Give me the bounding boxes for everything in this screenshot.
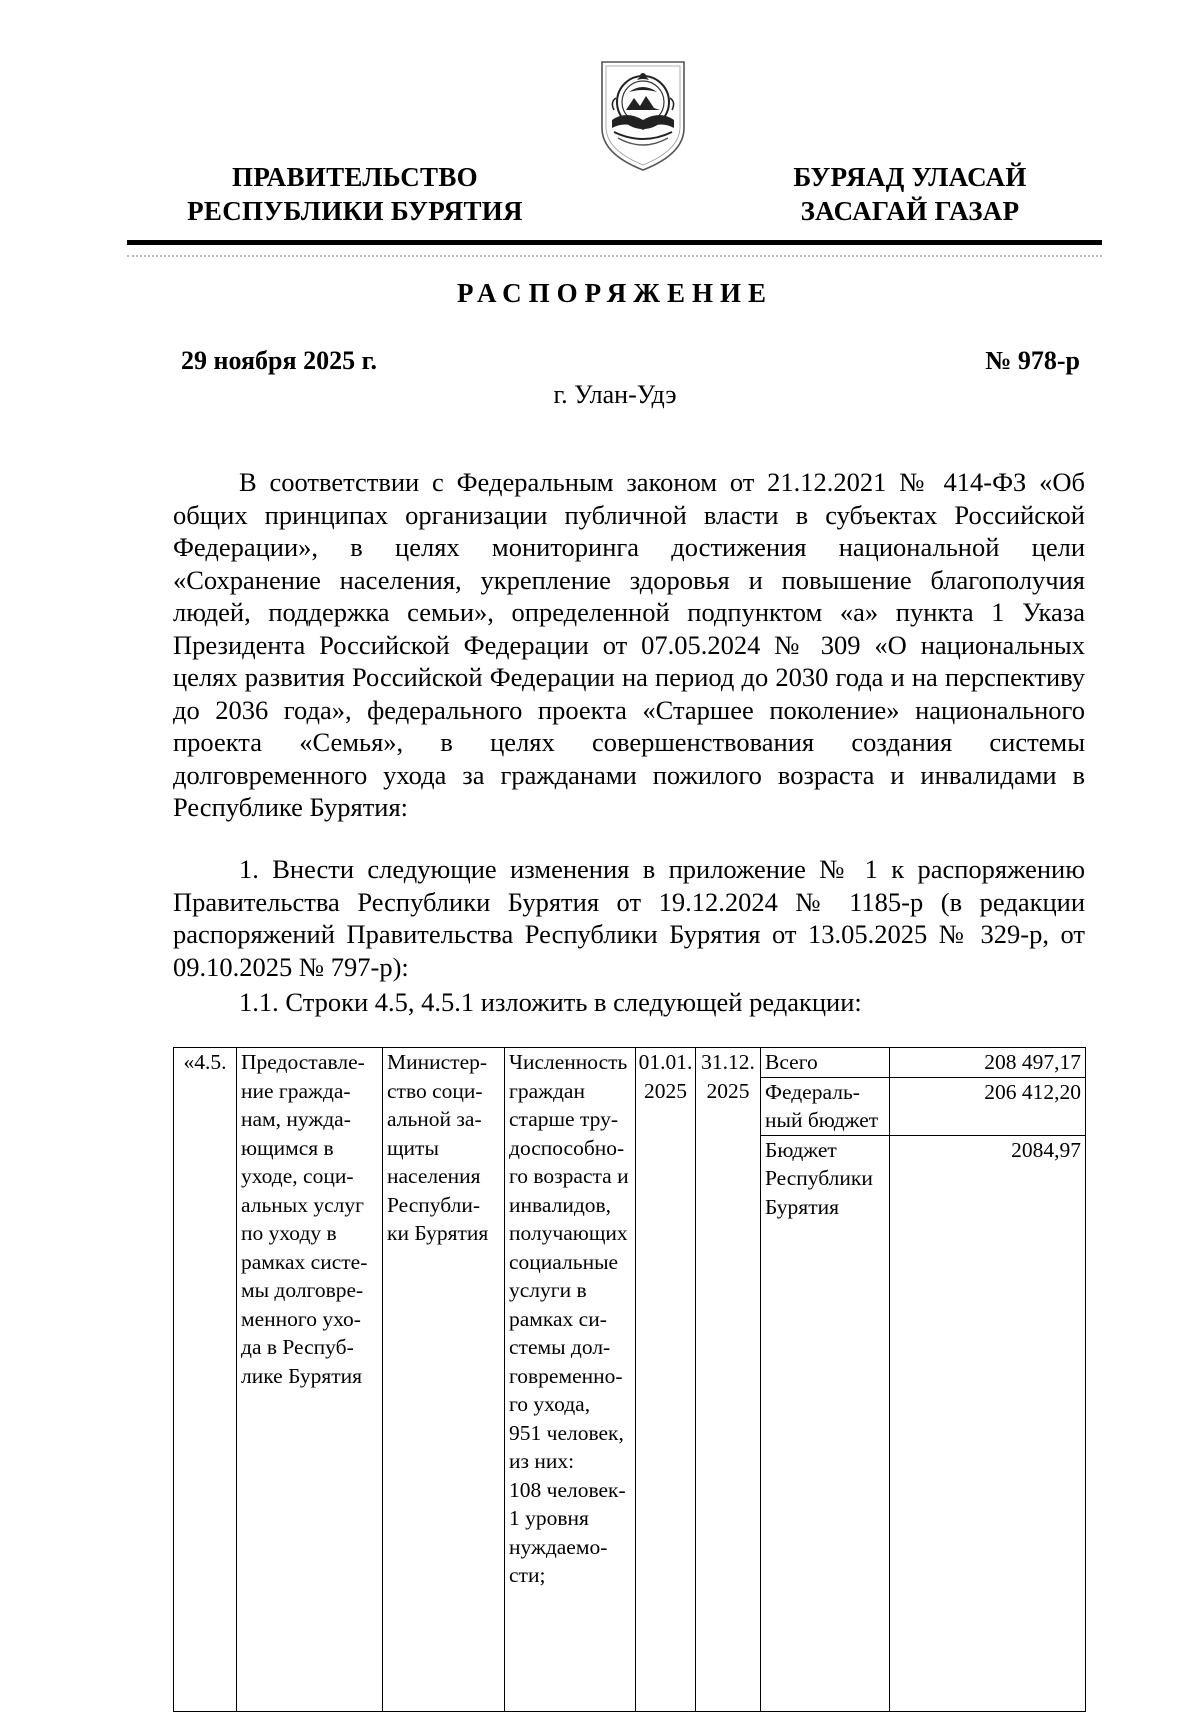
funding-amount-cell: 206 412,20 — [890, 1077, 1086, 1135]
government-name-buryat-line2: ЗАСАГАЙ ГАЗАР — [800, 196, 1020, 226]
coat-of-arms-icon — [596, 58, 690, 174]
funding-source-cell: Бюджет Республики Бурятия — [761, 1135, 890, 1711]
document-city: г. Улан-Удэ — [553, 380, 677, 409]
government-name-russian-line1: ПРАВИТЕЛЬСТВО — [232, 162, 478, 192]
indicator-cell: Численность граждан старше тру- доспособно- го возраста и инвалидов, получающих социальные услуги в рамках си- стемы дол- говременно- го ухода, 951 человек, из них: 108 человек- 1 уровня нуждаемо- сти; — [505, 1048, 636, 1712]
responsible-cell: Министер- ство соци- альной за- щиты населения Республи- ки Бурятия — [383, 1048, 505, 1712]
start-date-cell: 01.01. 2025 — [636, 1048, 696, 1712]
header-divider-dotted — [127, 255, 1102, 257]
government-name-russian — [150, 160, 560, 228]
government-name-buryat — [740, 160, 1080, 228]
funding-amount-cell: 208 497,17 — [890, 1048, 1086, 1078]
funding-source-cell: Федераль- ный бюджет — [761, 1077, 890, 1135]
government-name-russian-line2: РЕСПУБЛИКИ БУРЯТИЯ — [187, 196, 523, 226]
government-name-buryat-line1: БУРЯАД УЛАСАЙ — [793, 162, 1027, 192]
preamble-paragraph: В соответствии с Федеральным законом от 21.12.2021 № 414-ФЗ «Об общих принципах организации публичной власти в субъектах Российской Федерации», в целях мониторинга достижения национальной цели «Сохранение населения, укрепление здоровья и повышение благополучия людей, поддержка семьи», определенной подпунктом «а» пункта 1 Указа Президента Российской Федерации от 07.05.2024 № 309 «О национальных целях развития Российской Федерации на период до 2030 года и на перспективу до 2036 года», федерального проекта «Старшее поколение» национального проекта «Семья», в целях совершенствования создания системы долговременного ухода за гражданами пожилого возраста и инвалидами в Республике Бурятия: — [173, 467, 1085, 822]
end-date-cell: 31.12. 2025 — [696, 1048, 761, 1712]
amendment-table — [173, 1047, 1086, 1712]
table-row — [174, 1048, 1086, 1078]
activity-cell: Предоставле- ние гражда- нам, нужда- ющимся в уходе, соци- альных услуг по уходу в рамках систе- мы долговре- менного ухо- да в Респуб- лике Бурятия — [237, 1048, 383, 1712]
item-1-paragraph: 1. Внести следующие изменения в приложение № 1 к распоряжению Правительства Республики Бурятия от 19.12.2024 № 1185-р (в редакции распоряжений Правительства Республики Бурятия от 13.05.2025 № 329-р, от 09.10.2025 № 797-р): — [173, 854, 1085, 982]
document-number: № 978-р — [985, 346, 1080, 375]
document-date: 29 ноября 2025 г. — [181, 346, 377, 375]
document-title: РАСПОРЯЖЕНИЕ — [456, 278, 774, 308]
funding-amount-cell: 2084,97 — [890, 1135, 1086, 1711]
header-divider — [127, 240, 1102, 245]
funding-source-cell: Всего — [761, 1048, 890, 1078]
item-1-1-paragraph: 1.1. Строки 4.5, 4.5.1 изложить в следующей редакции: — [239, 987, 862, 1017]
row-number-cell: «4.5. — [174, 1048, 237, 1712]
